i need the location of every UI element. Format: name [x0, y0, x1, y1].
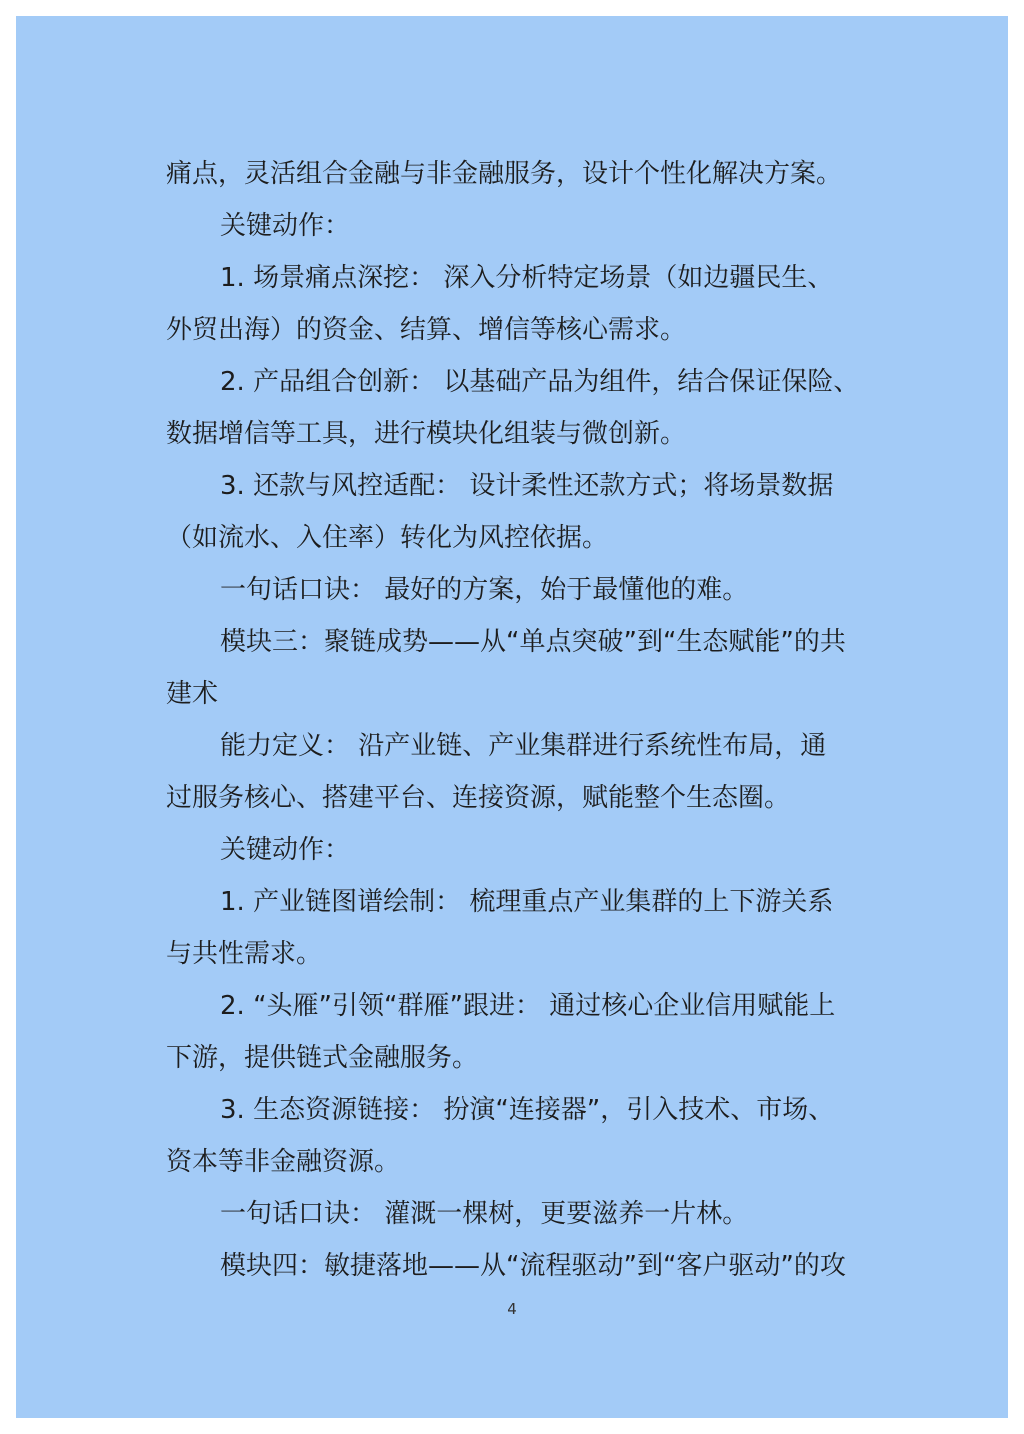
text-line: 1. 产业链图谱绘制： 梳理重点产业集群的上下游关系	[220, 887, 834, 917]
text-line: 与共性需求。	[166, 939, 323, 969]
text-line: 过服务核心、搭建平台、连接资源，赋能整个生态圈。	[166, 783, 791, 813]
page-number: 4	[507, 1300, 517, 1318]
text-line: 能力定义： 沿产业链、产业集群进行系统性布局，通	[220, 731, 827, 761]
text-line: 痛点，灵活组合金融与非金融服务，设计个性化解决方案。	[166, 159, 843, 189]
text-line: 3. 生态资源链接： 扮演“连接器”，引入技术、市场、	[220, 1095, 835, 1125]
text-line: 1. 场景痛点深挖： 深入分析特定场景（如边疆民生、	[220, 263, 834, 293]
section-heading: 模块三：聚链成势——从“单点突破”到“生态赋能”的共	[220, 627, 846, 657]
text-line: 外贸出海）的资金、结算、增信等核心需求。	[166, 315, 687, 345]
text-line: 关键动作：	[220, 835, 351, 865]
text-line: 3. 还款与风控适配： 设计柔性还款方式；将场景数据	[220, 471, 834, 501]
text-line: 数据增信等工具，进行模块化组装与微创新。	[166, 419, 687, 449]
text-line: 2. “头雁”引领“群雁”跟进： 通过核心企业信用赋能上	[220, 991, 836, 1021]
section-heading: 模块四：敏捷落地——从“流程驱动”到“客户驱动”的攻	[220, 1251, 846, 1281]
body-text	[166, 148, 866, 1292]
document-page	[16, 16, 1008, 1418]
text-line: 一句话口诀： 最好的方案，始于最懂他的难。	[220, 575, 749, 605]
text-line: 资本等非金融资源。	[166, 1147, 401, 1177]
text-line: 下游，提供链式金融服务。	[166, 1043, 479, 1073]
section-heading-continued: 建术	[166, 679, 219, 709]
text-line: 关键动作：	[220, 211, 351, 241]
text-line: （如流水、入住率）转化为风控依据。	[166, 523, 609, 553]
text-line: 一句话口诀： 灌溉一棵树，更要滋养一片林。	[220, 1199, 749, 1229]
text-line: 2. 产品组合创新： 以基础产品为组件，结合保证保险、	[220, 367, 860, 397]
